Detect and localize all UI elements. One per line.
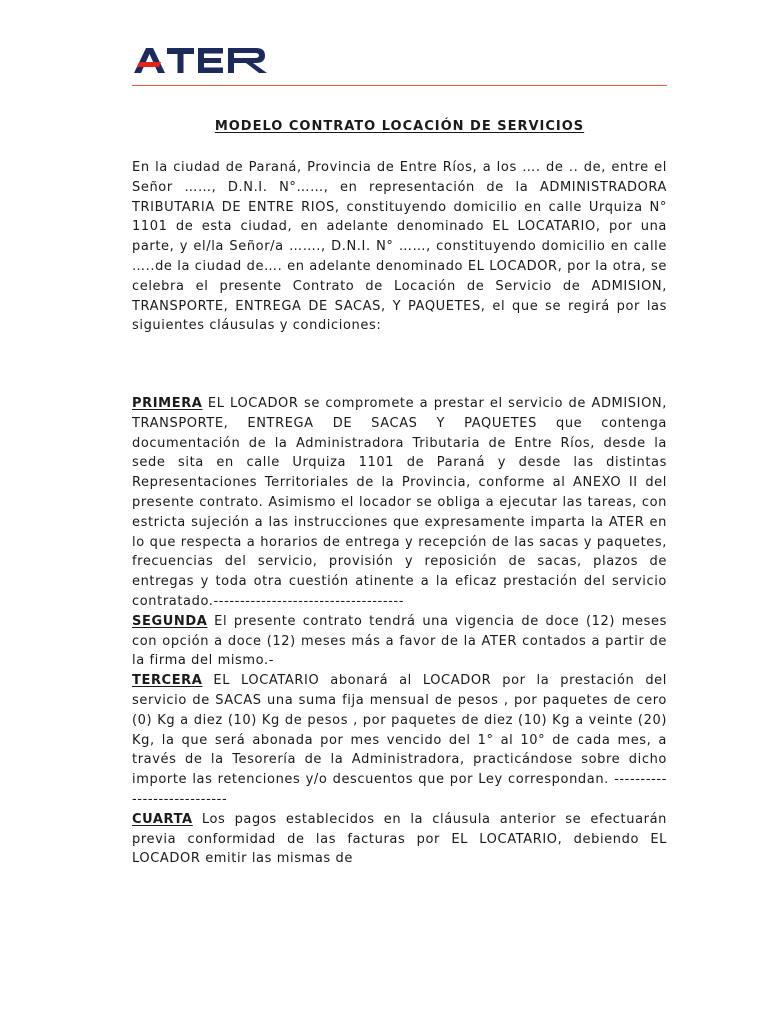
clause-cuarta (132, 810, 667, 869)
clause-label: TERCERA (132, 673, 203, 689)
clause-text: EL LOCADOR se compromete a prestar el servicio de ADMISION, TRANSPORTE, ENTREGA DE SACAS Y PAQUETES que contenga documentación de la Administradora Tributaria de Entre Ríos, desde la sede sita en calle Urquiza 1101 de Paraná y desde las distintas Representaciones Territoriales de la Provincia, conforme al ANEXO II del presente contrato. Asimismo el locador se obliga a ejecutar las tareas, con estricta sujeción a las instrucciones que expresamente imparta la ATER en lo que respecta a horarios de entrega y recepción de las sacas y paquetes, frecuencias del servicio, provisión y reposición de sacas, plazos de entregas y toda otra cuestión atinente a la eficaz prestación del servicio contratado.------------------------------------ (132, 396, 667, 609)
clauses-section (132, 394, 667, 869)
clause-label: SEGUNDA (132, 613, 208, 629)
clause-text: Los pagos establecidos en la cláusula anterior se efectuarán previa conformidad de las facturas por EL LOCATARIO, debiendo EL LOCADOR emitir las mismas de (132, 811, 667, 867)
clause-text: EL LOCATARIO abonará al LOCADOR por la prestación del servicio de SACAS una suma fija mensual de pesos , por paquetes de cero (0) Kg a diez (10) Kg de pesos , por paquetes de diez (10) Kg a veinte (20) Kg, la que será abonada por mes vencido del 1° al 10° de cada mes, a través de la Tesorería de la Administradora, practicándose sobre dicho importe las retenciones y/o descuentos que por Ley correspondan. ---------------------------- (132, 673, 667, 807)
clause-segunda (132, 612, 667, 671)
clause-label: PRIMERA (132, 396, 203, 411)
ater-logo (134, 44, 274, 78)
clause-tercera (132, 671, 667, 810)
document-title: MODELO CONTRATO LOCACIÓN DE SERVICIOS (214, 119, 585, 134)
intro-paragraph: En la ciudad de Paraná, Provincia de Entre Ríos, a los …. de .. de, entre el Señor ……, D.N.I. N°……, en representación de la ADMINISTRADORA TRIBUTARIA DE ENTRE RIOS, constituyendo domicilio en calle Urquiza N° 1101 de esta ciudad, en adelante denominado EL LOCATARIO, por una parte, y el/la Señor/a ……., D.N.I. N° ……, constituyendo domicilio en calle …..de la ciudad de…. en adelante denominado EL LOCADOR, por la otra, se celebra el presente Contrato de Locación de Servicio de ADMISION, TRANSPORTE, ENTREGA DE SACAS, Y PAQUETES, el que se regirá por las siguientes cláusulas y condiciones: (132, 160, 667, 334)
header-divider (132, 85, 667, 86)
clause-text: El presente contrato tendrá una vigencia de doce (12) meses con opción a doce (12) meses más a favor de la ATER contados a partir de la firma del mismo.- (132, 613, 667, 669)
clause-primera (132, 394, 667, 612)
clause-label: CUARTA (132, 811, 193, 827)
